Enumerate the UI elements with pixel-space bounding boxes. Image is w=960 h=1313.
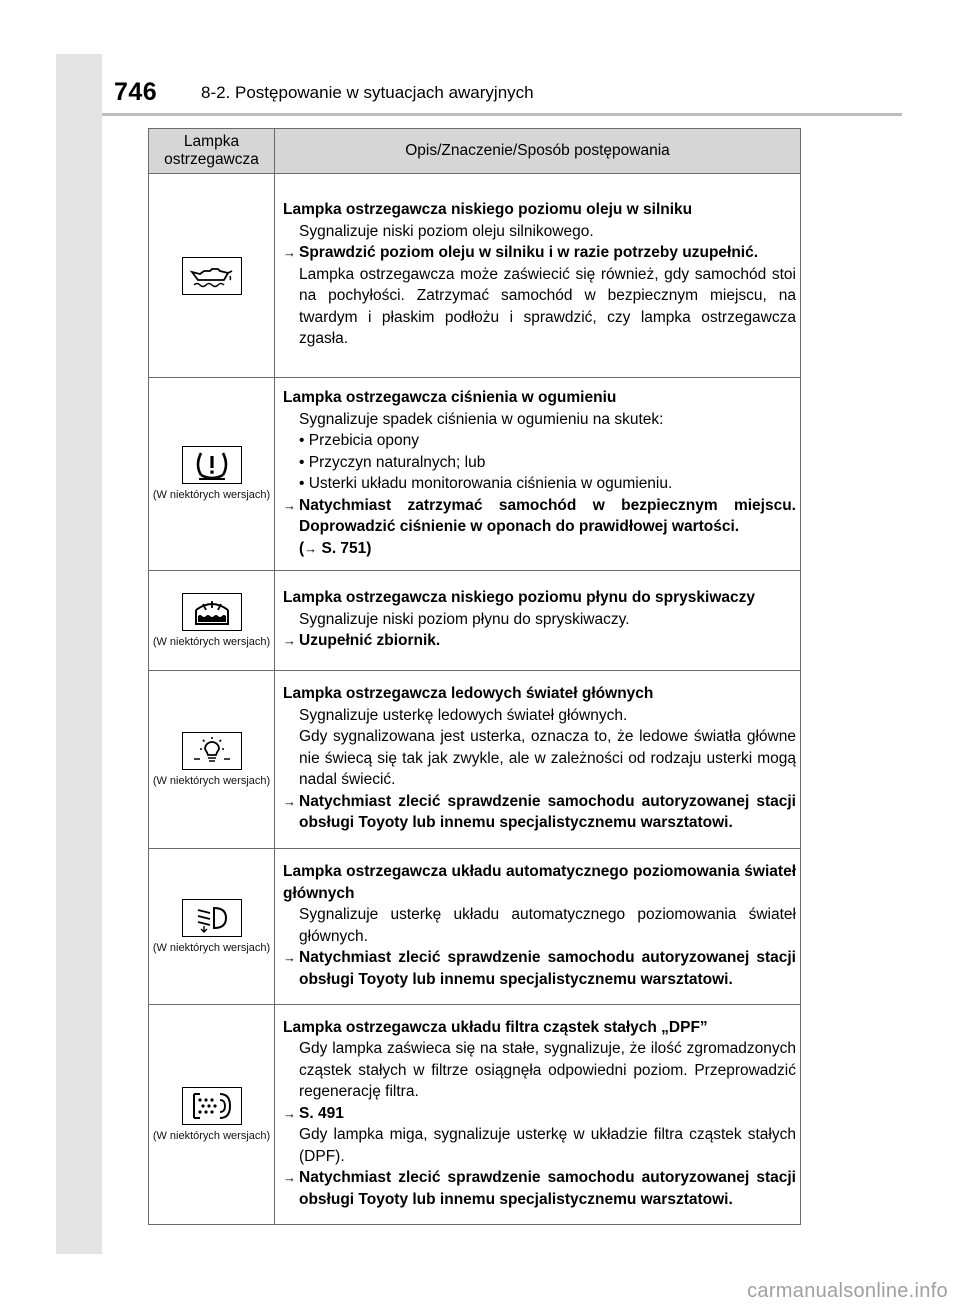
led-headlight-icon: [182, 732, 242, 770]
lamp-cell: [149, 1005, 275, 1225]
bullet-item: • Przebicia opony: [299, 432, 420, 449]
lamp-cell: [149, 671, 275, 849]
action-text: → Natychmiast zatrzymać samochód w bezpiecznym miejscu. Doprowadzić ciśnienie w oponach do prawidłowej wartości. (→ S. 751): [283, 496, 796, 557]
table-row: [149, 849, 801, 1005]
action-text: → Natychmiast zlecić sprawdzenie samochodu autoryzowanej stacji obsługi Toyoty lub innemu specjalistycznemu warsztatowi.: [283, 792, 796, 832]
versions-note: (W niektórych wersjach): [152, 774, 271, 787]
versions-note: (W niektórych wersjach): [152, 941, 271, 954]
page-number: 746: [114, 78, 158, 106]
description-text: Sygnalizuje spadek ciśnienia w ogumieniu na skutek:: [299, 410, 664, 428]
column-header-description: Opis/Znaczenie/Sposób postępowania: [275, 129, 801, 174]
lamp-title: Lampka ostrzegawcza ciśnienia w ogumieniu: [283, 389, 617, 406]
page-reference[interactable]: S. 491: [299, 1104, 344, 1122]
bullet-item: • Usterki układu monitorowania ciśnienia w ogumieniu.: [299, 475, 673, 492]
table-row: [149, 174, 801, 378]
description-text: Sygnalizuje usterkę układu automatycznego poziomowania świateł głównych.: [299, 906, 796, 945]
lamp-title: Lampka ostrzegawcza układu filtra cząstek stałych „DPF”: [283, 1018, 708, 1036]
description-text: Lampka ostrzegawcza może zaświecić się również, gdy samochód stoi na pochyłości. Zatrzymać samochód w bezpiecznym miejscu, na twardym i płaskim podłożu i sprawdzić, czy lampka ostrzegawcza zgasła.: [299, 265, 796, 348]
description-text: Sygnalizuje niski poziom oleju silnikowego.: [299, 222, 594, 240]
description-cell: [275, 174, 801, 378]
table-header-row: [149, 129, 801, 174]
washer-fluid-icon: [182, 593, 242, 631]
lamp-title: Lampka ostrzegawcza układu automatycznego poziomowania świateł głównych: [283, 863, 796, 902]
page-reference[interactable]: S. 751): [321, 539, 372, 557]
versions-note: (W niektórych wersjach): [152, 489, 271, 501]
table-row: [149, 671, 801, 849]
section-title: 8-2. Postępowanie w sytuacjach awaryjnych: [201, 83, 534, 102]
description-text: Sygnalizuje usterkę ledowych świateł głównych.: [299, 706, 628, 724]
description-text: Gdy sygnalizowana jest usterka, oznacza to, że ledowe światła główne nie świecą się tak jak zwykle, ale w zależności od rodzaju usterki mogą nadal świecić.: [299, 728, 796, 789]
lamp-cell: [149, 571, 275, 671]
tire-pressure-icon: [182, 446, 242, 484]
lamp-title: Lampka ostrzegawcza niskiego poziomu oleju w silniku: [283, 201, 693, 219]
action-text: → Natychmiast zlecić sprawdzenie samochodu autoryzowanej stacji obsługi Toyoty lub innemu specjalistycznemu warsztatowi.: [283, 1169, 796, 1208]
action-text: → Natychmiast zlecić sprawdzenie samochodu autoryzowanej stacji obsługi Toyoty lub innemu specjalistycznemu warsztatowi.: [283, 949, 796, 988]
bullet-item: • Przyczyn naturalnych; lub: [299, 453, 486, 471]
watermark: carmanualsonline.info: [747, 1280, 948, 1302]
arrow-icon: →: [283, 633, 296, 649]
lamp-cell: [149, 849, 275, 1005]
arrow-icon: →: [304, 540, 318, 556]
lamp-cell: [149, 174, 275, 378]
lamp-title: Lampka ostrzegawcza niskiego poziomu płynu do spryskiwaczy: [283, 589, 756, 607]
column-header-lamp: Lampka ostrzegawcza: [149, 129, 275, 174]
table-row: [149, 571, 801, 671]
header-rule: [102, 113, 902, 116]
arrow-icon: →: [283, 1105, 296, 1121]
warning-lamps-table: [148, 128, 801, 1225]
dpf-icon: [182, 1087, 242, 1125]
arrow-icon: →: [283, 1170, 296, 1186]
description-cell: [275, 849, 801, 1005]
table-row: [149, 1005, 801, 1225]
arrow-icon: →: [283, 950, 296, 965]
description-text: Gdy lampka miga, sygnalizuje usterkę w układzie filtra cząstek stałych (DPF).: [299, 1126, 796, 1165]
oil-pressure-icon: [182, 257, 242, 295]
versions-note: (W niektórych wersjach): [152, 635, 271, 648]
versions-note: (W niektórych wersjach): [152, 1129, 271, 1142]
lamp-title: Lampka ostrzegawcza ledowych świateł głównych: [283, 685, 654, 703]
description-cell: [275, 1005, 801, 1225]
action-text: → Uzupełnić zbiornik.: [283, 630, 796, 652]
table-row: [149, 378, 801, 571]
page-header: [102, 74, 902, 114]
description-cell: [275, 378, 801, 571]
description-cell: [275, 671, 801, 849]
description-text: Gdy lampka zaświeca się na stałe, sygnalizuje, że ilość zgromadzonych cząstek stałych w filtrze osiągnęła odpowiedni poziom. Przeprowadzić regenerację filtra.: [299, 1040, 796, 1101]
side-tab: [56, 54, 102, 1254]
arrow-icon: →: [283, 245, 296, 261]
arrow-icon: →: [283, 497, 296, 513]
headlight-leveling-icon: [182, 899, 242, 937]
description-cell: [275, 571, 801, 671]
action-text: [283, 1103, 796, 1125]
lamp-cell: [149, 378, 275, 571]
arrow-icon: →: [283, 793, 296, 809]
action-text: → Sprawdzić poziom oleju w silniku i w razie potrzeby uzupełnić.: [283, 242, 796, 264]
description-text: Sygnalizuje niski poziom płynu do spryskiwaczy.: [299, 610, 630, 628]
